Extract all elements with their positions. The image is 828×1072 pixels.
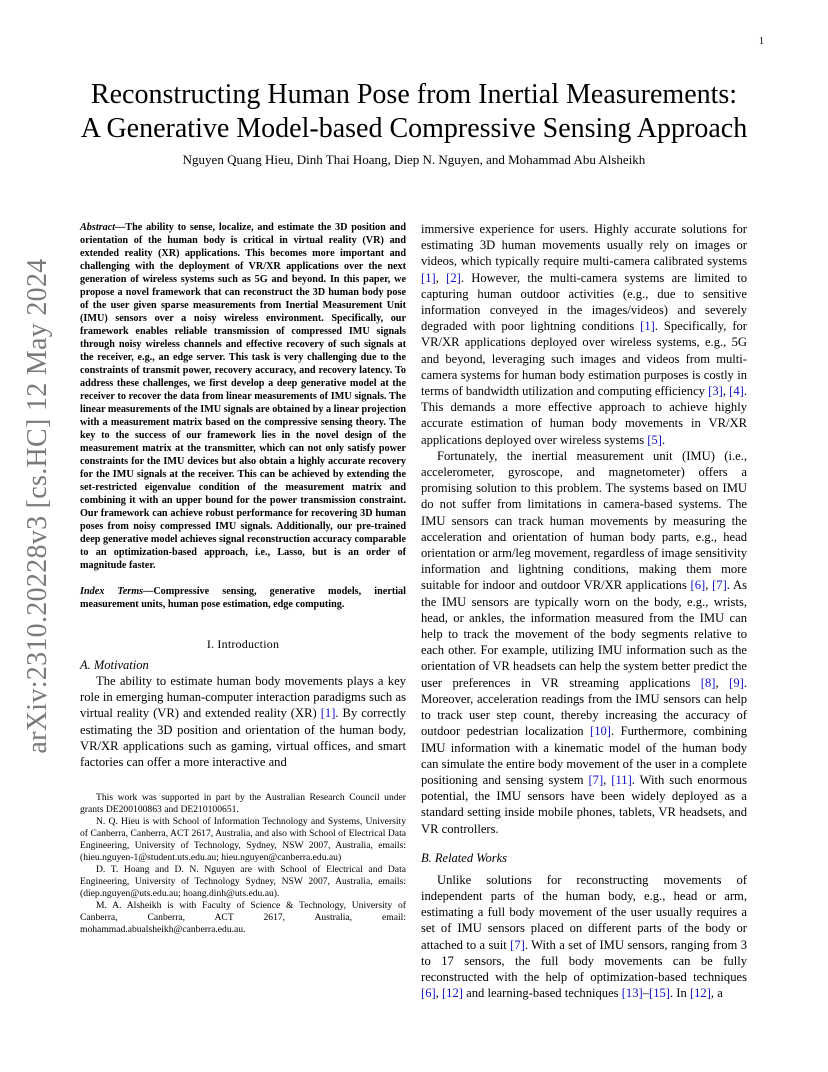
paper-title [60,78,768,146]
body-paragraph [421,221,747,448]
citation-link[interactable]: [2] [446,270,461,285]
body-text: . This demands a more effective approach to achieve highly accurate estimation of human body movements in VR/XR applications deployed over wireless systems [421,384,748,447]
body-text: . [661,432,666,447]
footnote: M. A. Alsheikh is with Faculty of Science & Technology, University of Canberra, Canberra, ACT 2617, Australia, email: mohammad.abualsheikh@canberra.edu.au. [80,900,406,936]
abstract-label: Abstract [80,222,116,233]
body-text: . With such enormous potential, the IMU sensors have been widely deployed as a standard setting inside mobile phones, tablets, VR headsets, and VR controllers. [421,772,748,836]
index-terms-label: Index Terms [80,586,144,597]
body-text: . Specifically, for VR/XR applications deployed over wireless systems, e.g., 5G and beyond, leveraging such images and videos from multi-camera systems for human body estimation purposes is costly in terms of bandwidth utilization and computing efficiency [421,319,748,399]
body-text: , [603,772,612,787]
body-text: . Moreover, acceleration readings from the IMU sensors can help to track user step count, thereby increasing the accuracy of outdoor pedestrian localization [421,675,747,739]
body-text: . With a set of IMU sensors, ranging from 3 to 17 sensors, the full body movements can be fully reconstructed with the help of optimization-based techniques [421,937,747,984]
body-text: The ability to estimate human body movements plays a key role in emerging human-computer interaction paradigms such as virtual reality (VR) and extended reality (XR) [80,674,406,721]
section-heading-introduction: I. Introduction [206,637,280,651]
citation-link[interactable]: [3] [708,384,723,399]
citation-link[interactable]: [1] [320,706,336,721]
body-text: . As the IMU sensors are typically worn on the body, e.g., wrists, head, or ankles, the information measured from the IMU can help to track the movement of the body segments relative to each other. For example, utilizing IMU information such as the orientation of VR headsets can help the system better predict the user preferences in VR streaming applications [421,578,748,690]
footnote: D. T. Hoang and D. N. Nguyen are with School of Electrical and Data Engineering, University of Technology Sydney, NSW 2007, Australia, emails: (diep.nguyen@uts.edu.au; hoang.dinh@uts.edu.au). [80,864,406,900]
index-terms-text: —Compressive sensing, generative models, inertial measurement units, human pose estimation, edge computing. [80,586,406,610]
body-text: – [642,986,650,1001]
citation-link[interactable]: [5] [647,432,662,447]
body-text: , [715,675,730,690]
citation-link[interactable]: [7] [712,578,727,593]
author-list: Nguyen Quang Hieu, Dinh Thai Hoang, Diep N. Nguyen, and Mohammad Abu Alsheikh [182,152,646,167]
footnotes [80,792,406,936]
citation-link[interactable]: [7] [588,772,604,787]
citation-link[interactable]: [4] [729,384,744,399]
page-number: 1 [759,36,764,47]
body-text: , a [710,986,723,1001]
body-text: immersive experience for users. Highly accurate solutions for estimating 3D human movements usually rely on images or videos, which typically require multi-camera calibrated systems [421,222,747,269]
body-text: . Furthermore, combining IMU information with a kinematic model of the human body can simulate the entire body movement of the user in a complete positioning and sensing system [421,724,747,787]
arxiv-id: arXiv:2310.20228v3 [cs.HC] 12 May 2024 [22,258,53,754]
citation-link[interactable]: [6] [421,986,436,1001]
citation-link[interactable]: [12] [441,986,463,1001]
body-text: Fortunately, the inertial measurement unit (IMU) (i.e., accelerometer, gyroscope, and magnetometer) offers a promising solution to this problem. The systems based on IMU do not suffer from limitations in camera-based systems. The IMU sensors can track human movements by measuring the acceleration and orientation of human body parts, e.g., head orientation or arm/leg movement, regardless of image sensitivity information and lightning conditions, making them more suitable for indoor and outdoor VR/XR applications [421,448,747,593]
body-text: Unlike solutions for reconstructing movements of independent parts of the human body, e.g., head or arm, estimating a full body movement of the user usually requires a set of IMU sensors placed on different parts of the body or attached to a suit [421,872,747,952]
citation-link[interactable]: [6] [690,578,706,593]
citation-link[interactable]: [8] [700,675,716,690]
index-terms [80,585,406,611]
citation-link[interactable]: [13] [621,986,643,1001]
citation-link[interactable]: [9] [729,675,744,690]
subsection-heading-motivation: A. Motivation [80,658,149,672]
body-text: , [705,578,713,593]
right-column [421,221,747,1001]
footnote: This work was supported in part by the Australian Research Council under grants DE200100863 and DE210100651. [80,792,406,816]
body-paragraph [421,872,747,1002]
body-text: . By correctly estimating the 3D position and orientation of the human body, VR/XR applications such as gaming, virtual offices, and smart factories can offer a more interactive and [80,706,407,770]
body-text: , [435,270,447,285]
subsection-heading-related-works: B. Related Works [421,850,507,865]
citation-link[interactable]: [1] [421,270,436,285]
footnote: N. Q. Hieu is with School of Information Technology and Systems, University of Canberra, Canberra, ACT 2617, Australia, and also with School of Electrical Data Engineering, University of Technology, Sydney, NSW 2007, Australia, emails: (hieu.nguyen-1@student.uts.edu.au; hieu.nguyen@canberra.edu.au) [80,816,406,864]
arxiv-stamp [22,256,54,756]
citation-link[interactable]: [10] [590,724,611,739]
body-text: , [722,384,730,399]
abstract [80,221,406,572]
title-line-2: A Generative Model-based Compressive Sensing Approach [80,113,748,144]
body-paragraph [80,673,406,770]
title-line-1: Reconstructing Human Pose from Inertial Measurements: [90,79,738,110]
citation-link[interactable]: [1] [640,319,655,334]
citation-link[interactable]: [15] [649,986,670,1001]
left-column [80,221,406,936]
citation-link[interactable]: [11] [611,772,632,787]
citation-link[interactable]: [12] [689,986,711,1001]
body-text: , [435,986,442,1001]
body-text: . In [670,986,690,1001]
citation-link[interactable]: [7] [510,937,525,952]
body-text: and learning-based techniques [462,986,622,1001]
body-paragraph [421,448,747,837]
body-text: . However, the multi-camera systems are limited to capturing human outdoor activities (e.g., due to sensitive information conveyed in the images/videos) and severely degraded with poor lightning conditions [421,270,747,334]
abstract-text: —The ability to sense, localize, and estimate the 3D position and orientation of the human body is critical in virtual reality (VR) and extended reality (XR) applications. This becomes more important and challenging with the deployment of VR/XR applications over the next generation of wireless systems such as 5G and beyond. In this paper, we propose a novel framework that can reconstruct the 3D human body pose of the user given sparse measurements from Inertial Measurement Unit (IMU) sensors over a noisy wireless environment. Specifically, our framework enables reliable transmission of compressed IMU signals through noisy wireless channels and effective recovery of such signals at the receiver, e.g., an edge server. This task is very challenging due to the constraints of transmit power, recovery accuracy, and recovery latency. To address these challenges, we first develop a deep generative model at the receiver to recover the data from linear measurements of IMU signals. The linear measurements of the IMU signals are obtained by a linear projection with a measurement matrix based on the compressive sensing theory. The key to the success of our framework lies in the novel design of the measurement matrix at the transmitter, which can not only satisfy power constraints for the IMU devices but also obtain a highly accurate recovery for the IMU signals at the receiver. This can be achieved by extending the set-restricted eigenvalue condition of the measurement matrix and combining it with an upper bound for the power transmission constraint. Our framework can achieve robust performance for recovering 3D human poses from noisy compressed IMU signals. Additionally, our pre-trained deep generative model achieves signal reconstruction accuracy comparable to an optimization-based approach, i.e., Lasso, but is an order of magnitude faster. [80,222,406,571]
